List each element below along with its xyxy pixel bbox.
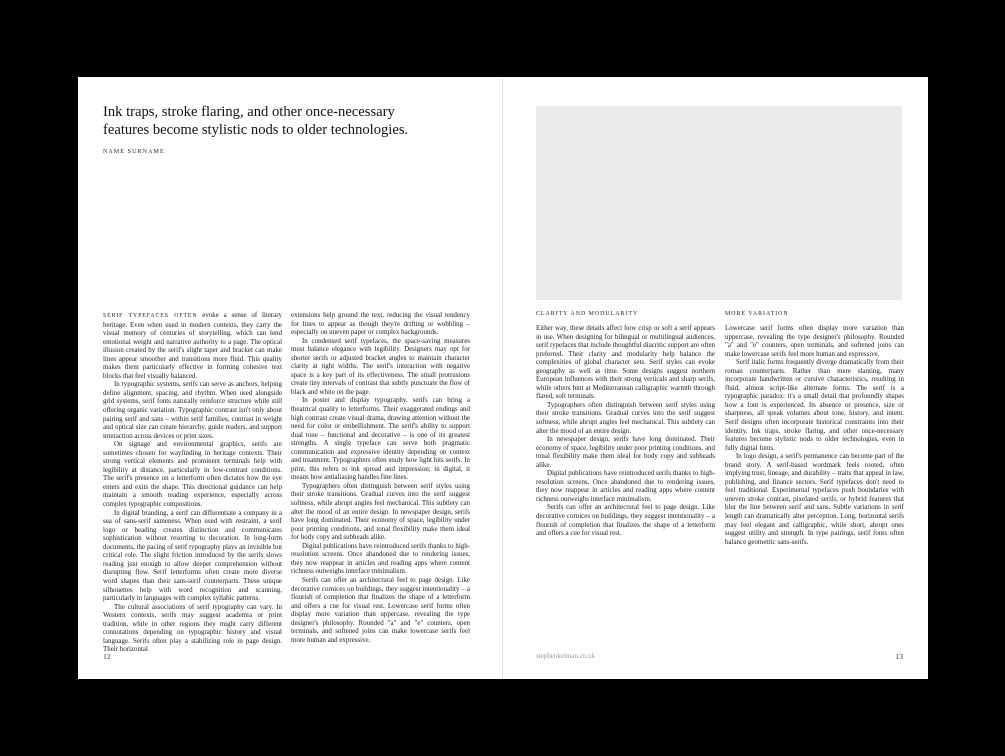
paragraph: extensions help ground the text, reducing the visual tendency for lines to appear as though they're drifting or wobbling – especially on uneven paper or complex backgrounds. [291, 311, 470, 337]
paragraph: Lowercase serif forms often display more variation than uppercase, revealing the type designer's philosophy. Rounded "a" and "e" counters, open terminals, and softened joins can make lowercase serifs feel more human and expressive. [725, 324, 904, 358]
paragraph: Typographers often distinguish between serif styles using their stroke transitions. Gradual curves into the serif suggest softness, while abrupt angles feel mechanical. This subtlety can alter the mood of an entire design. [536, 400, 715, 435]
lead-in: SERIF TYPEFACES OFTEN [103, 313, 198, 319]
paragraph: In poster and display typography, serifs can bring a theatrical quality to letterforms. Their exaggerated endings and high contrast create visual drama, drawing attention without the need for color or embellishment. The serif's ability to support dual tone – functional and decorative – is one of its greatest strengths. A single typeface can serve both pragmatic communication and expressive identity depending on context and treatment. Typographers often study how light hits serifs. In print, this refers to ink spread and impression; in digital, it means how antialiasing handles fine lines. [291, 396, 470, 482]
paragraph: Digital publications have reintroduced serifs thanks to high-resolution screens. Once abandoned due to rendering issues, they now reappear in articles and reading apps where content richness outweighs interface minimalism. [291, 541, 470, 576]
page-number: 13 [895, 652, 903, 661]
paragraph: Serifs can offer an architectural feel to page design. Like decorative cornices on buildings, they suggest intentionality – a flourish of completion that finalizes the shape of a letterform and offers a cue for visual rest. Lowercase serif forms often display more variation than uppercase, revealing the type designer's philosophy. Rounded "a" and "e" counters, open terminals, and softened joins can make lowercase serifs feel more human and expressive. [291, 575, 470, 644]
article-headline: Ink traps, stroke flaring, and other once-necessary features become stylistic nods to older technologies. [103, 104, 409, 138]
paragraph: In condensed serif typefaces, the space-saving measures must balance elegance with legibility. Designers may opt for shorter serifs or adjusted bracket angles to maintain character clarity at tight widths. The serif's interaction with negative space is a key part of its effectiveness. The small protrusions create tiny intervals of contrast that subtly punctuate the flow of black and white on the page. [291, 336, 470, 396]
image-placeholder [536, 106, 902, 300]
left-column-1 [103, 311, 282, 654]
paragraph: Either way, these details affect how crisp or soft a serif appears in use. When designing for bilingual or multilingual audiences, serif typefaces that include thoughtful diacritic support are often preferred. Their clarity and modularity help balance the complexities of global character sets. Serif styles can evoke geography as well as time. Some designs suggest northern European influences with their strong verticals and sharp serifs, while others hint at Mediterranean calligraphic warmth through flared, soft terminals. [536, 324, 715, 401]
paragraph: Digital publications have reintroduced serifs thanks to high-resolution screens. Once abandoned due to rendering issues, they now reappear in articles and reading apps where content richness outweighs interface minimalism. [536, 469, 715, 503]
paragraph: In logo design, a serif's permanence can become part of the brand story. A serif-based wordmark feels rooted, often implying trust, lineage, and durability – traits that appeal in law, publishing, and finance sectors. Serif typefaces don't need to feel traditional. Experimental typefaces push boundaries with uneven stroke contrast, pixelated serifs, or hybrid features that blur the line between serif and sans. Subtle variations in serif length can dramatically alter perception. Long, horizontal serifs may feel elegant and calligraphic, while short, abrupt ones suggest utility and strength. In type pairings, serif fonts often balance geometric sans-serifs. [725, 452, 904, 546]
paragraph: In newspaper design, serifs have long dominated. Their economy of space, legibility under poor printing conditions, and tonal flexibility make them ideal for body copy and subheads alike. [536, 435, 715, 469]
section-heading: MORE VARIATION [725, 311, 789, 317]
paragraph: The cultural associations of serif typography can vary. In Western contexts, serifs may suggest academia or print tradition, while in other regions they might carry different connotations depending on typographic history and visual language. Serifs often play a stabilizing role in page design. Their horizontal [103, 602, 282, 654]
paragraph: SERIF TYPEFACES OFTEN evoke a sense of literary heritage. Even when used in modern contexts, they carry the visual memory of centuries of storytelling, which can lend emotional weight and narrative authority to a page. The optical illusion created by the serif's slight taper and bracket can make lines appear smoother and transitions more fluid. This quality makes them particularly effective in forming cohesive text blocks that feel visually balanced. [103, 311, 283, 380]
paragraph: In typographic systems, serifs can serve as anchors, helping define alignment, spacing, and rhythm. When used alongside grid systems, serif fonts naturally reinforce structure while still offering organic variation. Typographic contrast isn't only about pairing serif and sans – within serif families, contrast in weight and optical size can create hierarchy, guide readers, and support interaction across devices or print sizes. [103, 380, 282, 440]
right-page [503, 77, 928, 679]
paragraph: On signage and environmental graphics, serifs are sometimes chosen for wayfinding in heritage contexts. Their strong vertical elements and prominent terminals help with legibility at distance, particularly in low-contrast conditions. The serif's presence on a letterform often dictates how the eye enters and exits the shape. This directional guidance can help maintain a smooth reading experience, especially across complex typographic compositions. [103, 440, 282, 509]
left-page [78, 77, 503, 679]
left-column-2 [291, 311, 470, 644]
paragraph: Serif italic forms frequently diverge dramatically from their roman counterparts. Rather than mere slanting, many incorporate handwritten or cursive characteristics, resulting in fluid, almost script-like alternate forms. The serif is a typographic paradox: it's a small detail that profoundly shapes how a font is experienced. Its absence or presence, size or sharpness, all speak volumes about tone, history, and intent. Serif designs often incorporate historical constraints into their identity. Ink traps, stroke flaring, and other once-necessary features become stylistic nods to older technologies, even in fully digital fonts. [725, 358, 904, 452]
page-number: 12 [103, 652, 111, 661]
byline: NAME SURNAME [103, 149, 165, 155]
section-heading: CLARITY AND MODULARITY [536, 311, 639, 317]
site-url: stephenkelman.co.uk [536, 652, 596, 660]
paragraph: Typographers often distinguish between serif styles using their stroke transitions. Gradual curves into the serif suggest softness, while abrupt angles feel mechanical. This subtlety can alter the mood of an entire design. In newspaper design, serifs have long dominated. Their economy of space, legibility under poor printing conditions, and tonal flexibility make them ideal for body copy and subheads alike. [291, 481, 470, 542]
right-column-1 [536, 324, 715, 538]
paragraph: In digital branding, a serif can differentiate a company in a sea of sans-serif sameness. When used with restraint, a serif logo or heading creates distinction and communicates sophistication without resorting to decoration. In long-form documents, the pacing of serif typography plays an invisible but critical role. The slight friction introduced by the serifs slows reading just enough to allow deeper comprehension without disrupting flow. Serif letterforms often create more diverse word shapes than their sans-serif counterparts. These unique silhouettes help with word recognition and scanning, particularly in languages with complex syllabic patterns. [103, 508, 282, 603]
paragraph: Serifs can offer an architectural feel to page design. Like decorative cornices on buildings, they suggest intentionality – a flourish of completion that finalizes the shape of a letterform and offers a cue for visual rest. [536, 503, 715, 538]
right-column-2 [725, 324, 904, 546]
